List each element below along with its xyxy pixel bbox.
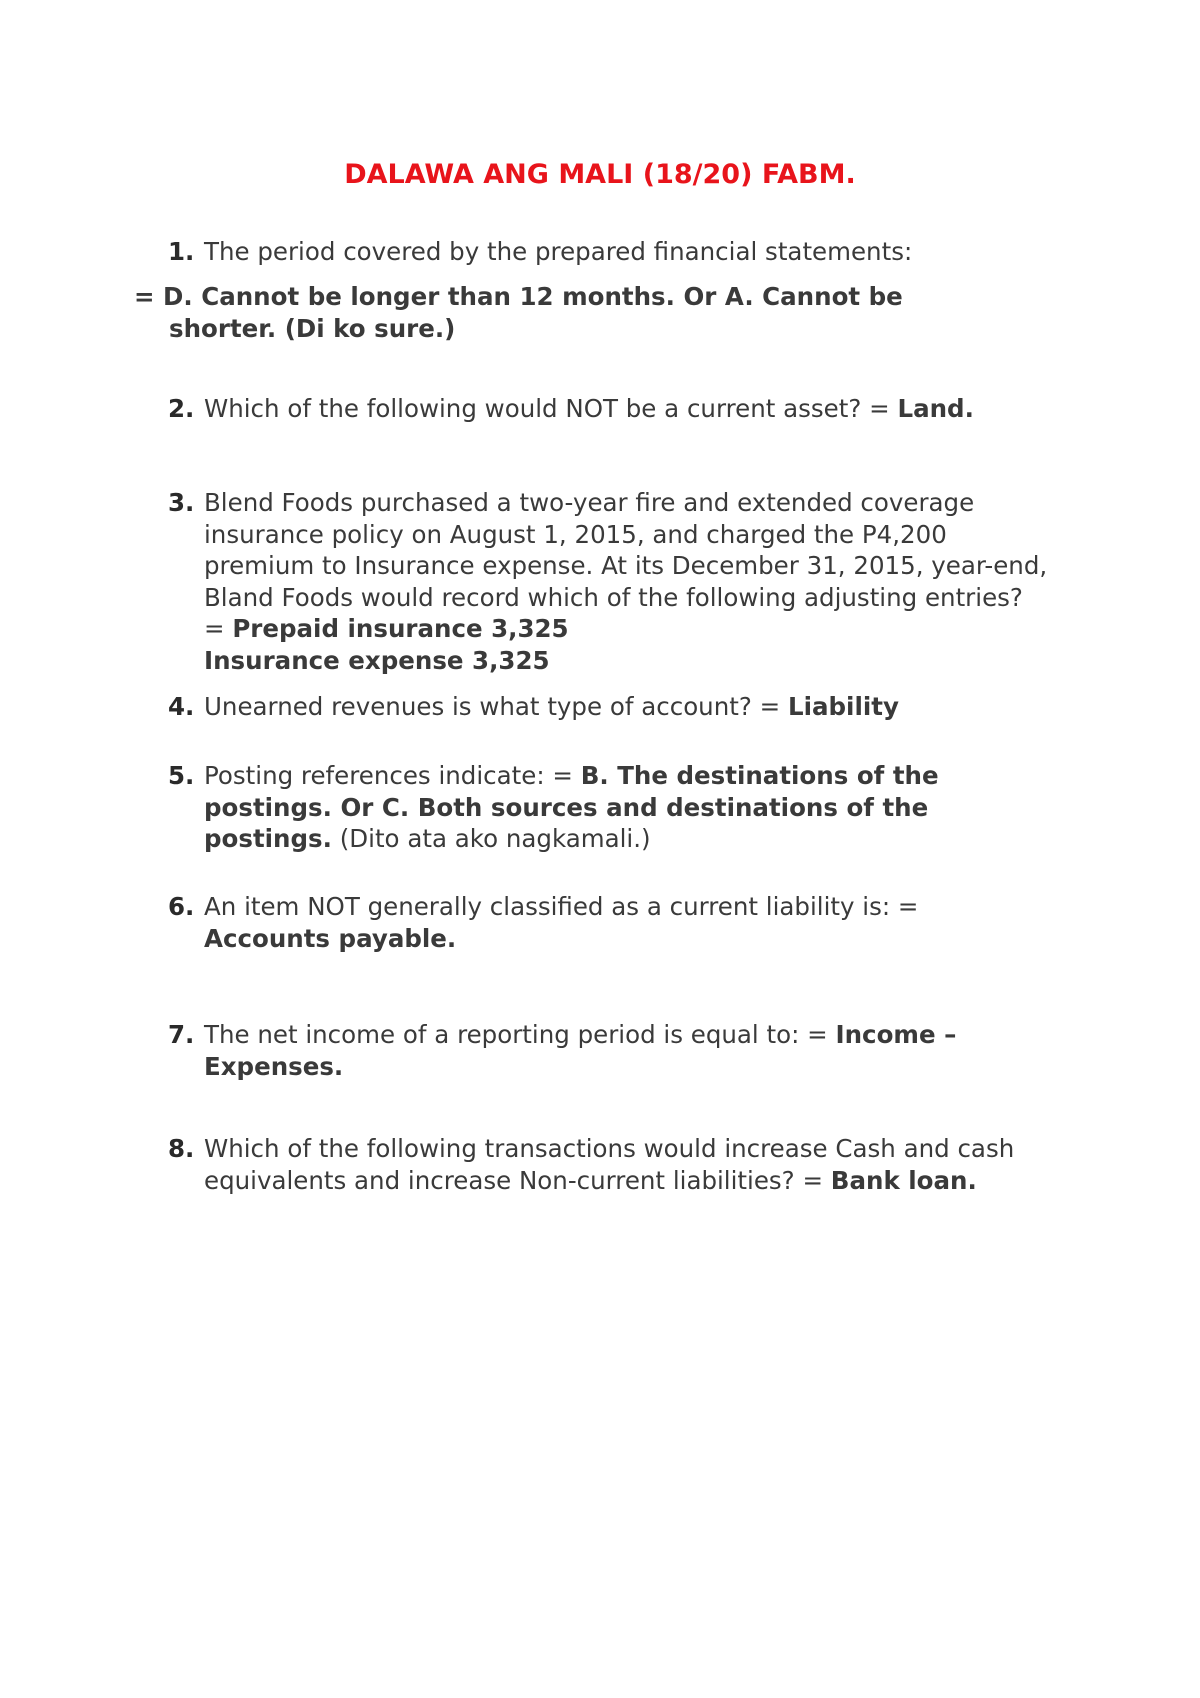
question-2 (168, 393, 1068, 425)
question-1 (168, 236, 1068, 268)
answer-text-2: Insurance expense 3,325 (204, 645, 550, 675)
question-text: Which of the following would NOT be a current asset? = (204, 394, 898, 423)
question-number: 6. (168, 892, 195, 921)
answer-text: Prepaid insurance 3,325 (232, 614, 569, 643)
question-8 (168, 1133, 1068, 1196)
question-text: Posting references indicate: = (204, 761, 581, 790)
note-text: (Dito ata ako nagkamali.) (331, 824, 651, 853)
question-text: Which of the following transactions would increase Cash and cash equivalents and increase Non-current liabilities? = (204, 1134, 1015, 1195)
question-text: Blend Foods purchased a two-year fire and extended coverage insurance policy on August 1, 2015, and charged the P4,200 premium to Insurance expense. At its December 31, 2015, year-end, Bland Foods would record which of the following adjusting entries? = (204, 488, 1048, 643)
question-text: The period covered by the prepared financial statements: (204, 237, 913, 266)
answer-1-line-2: shorter. (Di ko sure.) (169, 313, 456, 343)
answer-text: Bank loan. (830, 1165, 977, 1195)
answer-text: Accounts payable. (204, 923, 457, 953)
answer-1 (134, 281, 1034, 344)
question-7 (168, 1019, 1068, 1082)
question-text: An item NOT generally classified as a current liability is: = (204, 892, 919, 921)
question-number: 1. (168, 237, 195, 266)
question-text: The net income of a reporting period is equal to: = (204, 1020, 836, 1049)
question-4 (168, 691, 1068, 723)
answer-text: Income – Expenses. (204, 1020, 957, 1081)
answer-text: Land. (897, 394, 974, 423)
question-number: 8. (168, 1134, 195, 1163)
answer-text: B. The destinations of the postings. Or C. Both sources and destinations of the postings. (204, 761, 939, 853)
question-number: 3. (168, 488, 195, 517)
question-6 (168, 891, 1068, 954)
question-5 (168, 760, 1068, 855)
question-number: 2. (168, 394, 195, 423)
question-number: 4. (168, 692, 195, 721)
question-number: 7. (168, 1020, 195, 1049)
answer-1-line-1: = D. Cannot be longer than 12 months. Or A. Cannot be (134, 282, 903, 311)
question-number: 5. (168, 761, 195, 790)
question-text: Unearned revenues is what type of account? = (204, 692, 788, 721)
question-3 (168, 487, 1068, 676)
answer-text: Liability (787, 692, 899, 721)
page-title: DALAWA ANG MALI (18/20) FABM. (344, 159, 856, 190)
